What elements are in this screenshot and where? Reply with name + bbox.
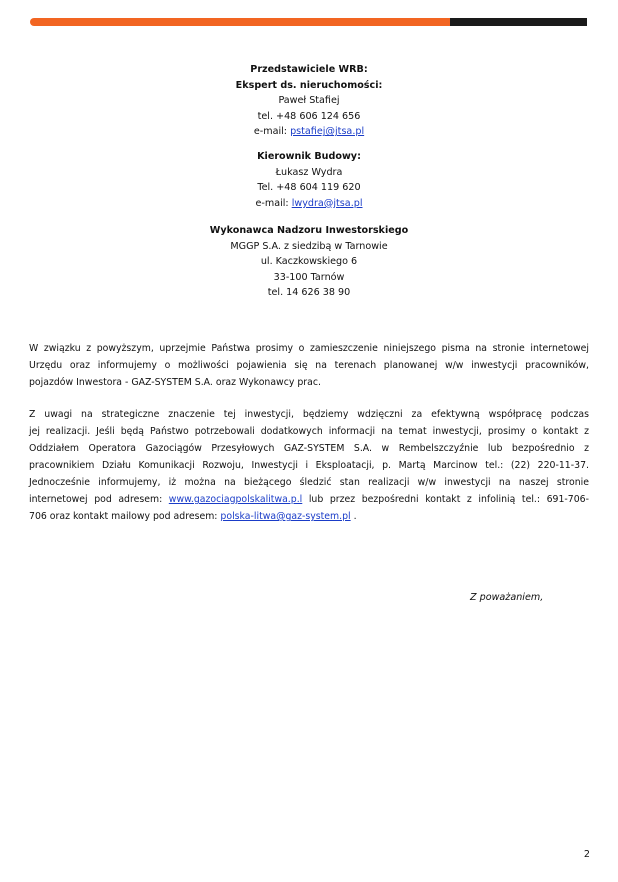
paragraph-request-line-1: W związku z powyższym, uprzejmie Państwa prosimy o zamieszczenie niniejszego pisma na stronie internetowej	[29, 343, 589, 354]
header-decorative-bar	[30, 18, 587, 26]
paragraph-cooperation-line-3: Oddziałem Operatora Gazociągów Przesyłowych GAZ-SYSTEM S.A. w Rembelszczyźnie lub bezpośrednio z	[29, 443, 589, 454]
supervisor-phone: tel. 14 626 38 90	[267, 287, 351, 299]
line-7-prefix: 706 oraz kontakt mailowy pod adresem:	[29, 511, 221, 522]
site-manager-name: Łukasz Wydra	[275, 166, 343, 178]
representatives-name: Paweł Stafiej	[278, 95, 340, 107]
representatives-email-link[interactable]: pstafiej@jtsa.pl	[290, 126, 365, 138]
closing-salutation: Z poważaniem,	[470, 592, 544, 603]
paragraph-request-line-2: Urzędu oraz informujemy o możliwości pojawienia się na terenach planowanej w/w inwestycji pracowników,	[29, 360, 589, 371]
contact-email-link[interactable]: polska-litwa@gaz-system.pl	[220, 511, 351, 522]
supervisor-city: 33-100 Tarnów	[273, 271, 345, 283]
representatives-phone: tel. +48 606 124 656	[257, 110, 361, 122]
paragraph-cooperation	[29, 406, 589, 525]
representatives-block	[0, 62, 618, 140]
representatives-email-line	[0, 124, 618, 140]
site-manager-role: Kierownik Budowy:	[257, 151, 361, 162]
site-manager-email-line	[0, 196, 618, 212]
page-number: 2	[583, 849, 590, 860]
site-manager-email-prefix: e-mail:	[255, 197, 292, 209]
supervisor-block	[0, 223, 618, 301]
paragraph-cooperation-line-5: Jednocześnie informujemy, iż można na bieżącego śledzić stan realizacji w/w inwestycji na naszej stronie	[29, 477, 589, 488]
paragraph-cooperation-line-4: pracownikiem Działu Komunikacji Rozwoju, Inwestycji i Eksploatacji, p. Martą Marcinow tel.: (22) 220-11-37.	[29, 460, 589, 471]
paragraph-cooperation-line-6	[29, 491, 589, 508]
representatives-heading: Przedstawiciele WRB:	[250, 64, 368, 75]
representatives-email-prefix: e-mail:	[253, 126, 291, 138]
line-6-suffix: lub przez bezpośredni kontakt z infolinią tel.: 691-706-	[302, 494, 589, 505]
header-bar-black-segment	[450, 18, 587, 26]
supervisor-heading: Wykonawca Nadzoru Inwestorskiego	[209, 225, 409, 236]
supervisor-company: MGGP S.A. z siedzibą w Tarnowie	[230, 240, 388, 252]
line-6-prefix: internetowej pod adresem:	[29, 494, 169, 505]
supervisor-street: ul. Kaczkowskiego 6	[260, 256, 358, 268]
header-bar-orange-segment	[30, 18, 450, 26]
paragraph-request	[29, 340, 589, 391]
paragraph-request-line-3: pojazdów Inwestora - GAZ-SYSTEM S.A. oraz Wykonawcy prac.	[29, 377, 321, 388]
site-manager-email-link[interactable]: lwydra@jtsa.pl	[291, 197, 363, 209]
site-manager-phone: Tel. +48 604 119 620	[257, 182, 361, 194]
site-manager-block	[0, 149, 618, 211]
paragraph-cooperation-line-2: jej realizacji. Jeśli będą Państwo potrzebowali dodatkowych informacji na temat inwestycji, prosimy o kontakt z	[29, 426, 589, 437]
website-link[interactable]: www.gazociagpolskalitwa.p.l	[168, 494, 303, 505]
paragraph-cooperation-line-1: Z uwagi na strategiczne znaczenie tej inwestycji, będziemy wdzięczni za efektywną współpracę podczas	[29, 409, 589, 420]
representatives-role: Ekspert ds. nieruchomości:	[235, 79, 383, 91]
line-7-suffix: .	[350, 511, 357, 522]
paragraph-cooperation-line-7	[29, 508, 589, 525]
